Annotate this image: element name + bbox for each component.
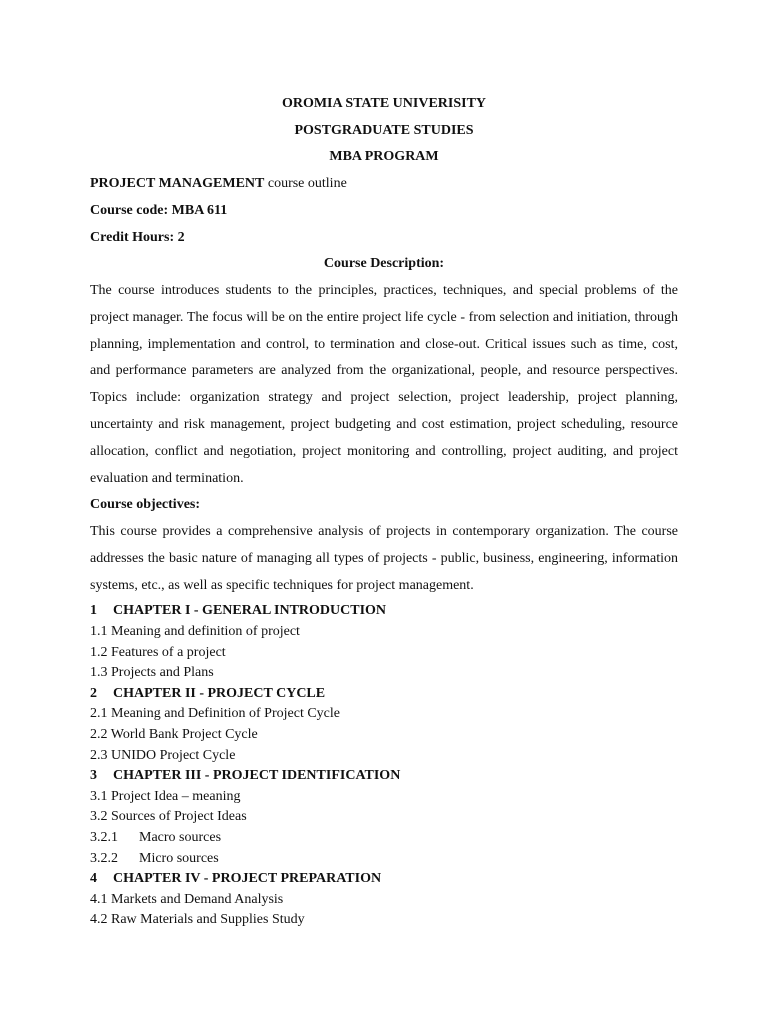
outline-item: 2.3 UNIDO Project Cycle bbox=[90, 747, 236, 763]
outline-item: 3.2 Sources of Project Ideas bbox=[90, 809, 247, 825]
course-outline bbox=[90, 601, 678, 931]
chapter-title: CHAPTER IV - PROJECT PREPARATION bbox=[113, 871, 382, 887]
outline-item: 1.1 Meaning and definition of project bbox=[90, 623, 300, 639]
credit-hours: Credit Hours: 2 bbox=[90, 229, 185, 245]
program-name: MBA PROGRAM bbox=[329, 149, 439, 165]
objectives-text: This course provides a comprehensive analysis of projects in contemporary organization. The course addresses the basic nature of managing all types of projects - public, business, engineering, information systems, etc., as well as specific techniques for project management. bbox=[90, 524, 678, 593]
chapter-number: 2 bbox=[90, 685, 97, 701]
objectives-heading: Course objectives: bbox=[90, 497, 201, 513]
university-name: OROMIA STATE UNIVERISITY bbox=[281, 96, 487, 111]
outline-item: 4.1 Markets and Demand Analysis bbox=[90, 891, 284, 907]
chapter-heading bbox=[90, 869, 678, 890]
chapter-title: CHAPTER II - PROJECT CYCLE bbox=[113, 685, 326, 701]
description-text: The course introduces students to the principles, practices, techniques, and special problems of the project manager. The focus will be on the entire project life cycle - from selection and initiation, through planning, implementation and control, to termination and close-out. Critical issues such as time, cost, and performance parameters are analyzed from the organizational, people, and resource perspectives. Topics include: organization strategy and project selection, project leadership, project planning, uncertainty and risk management, project budgeting and cost estimation, project scheduling, resource allocation, conflict and negotiation, project monitoring and controlling, project auditing, and project evaluation and termination. bbox=[90, 282, 678, 486]
course-title-rest: course outline bbox=[264, 176, 347, 192]
subitem-label: Macro sources bbox=[139, 829, 222, 845]
school-name: POSTGRADUATE STUDIES bbox=[294, 122, 474, 138]
outline-subitem bbox=[90, 828, 678, 849]
chapter-title: CHAPTER III - PROJECT IDENTIFICATION bbox=[113, 768, 401, 784]
course-title bbox=[90, 171, 678, 198]
subitem-number: 3.2.1 bbox=[90, 829, 118, 845]
description-heading: Course Description: bbox=[323, 256, 445, 272]
subitem-label: Micro sources bbox=[139, 850, 219, 866]
outline-subitem bbox=[90, 849, 678, 870]
subitem-number: 3.2.2 bbox=[90, 850, 118, 866]
chapter-heading bbox=[90, 766, 678, 787]
chapter-heading bbox=[90, 601, 678, 622]
document-page bbox=[90, 91, 678, 931]
outline-item: 2.1 Meaning and Definition of Project Cycle bbox=[90, 706, 340, 722]
outline-item: 4.2 Raw Materials and Supplies Study bbox=[90, 912, 305, 928]
outline-item: 2.2 World Bank Project Cycle bbox=[90, 726, 258, 742]
chapter-number: 3 bbox=[90, 768, 97, 784]
outline-item: 1.3 Projects and Plans bbox=[90, 665, 214, 681]
chapter-number: 1 bbox=[90, 603, 97, 619]
outline-item: 3.1 Project Idea – meaning bbox=[90, 788, 241, 804]
chapter-number: 4 bbox=[90, 871, 97, 887]
course-title-bold: PROJECT MANAGEMENT bbox=[90, 176, 265, 192]
chapter-title: CHAPTER I - GENERAL INTRODUCTION bbox=[113, 603, 387, 619]
course-code: Course code: MBA 611 bbox=[90, 202, 228, 218]
chapter-heading bbox=[90, 684, 678, 705]
outline-item: 1.2 Features of a project bbox=[90, 644, 226, 660]
